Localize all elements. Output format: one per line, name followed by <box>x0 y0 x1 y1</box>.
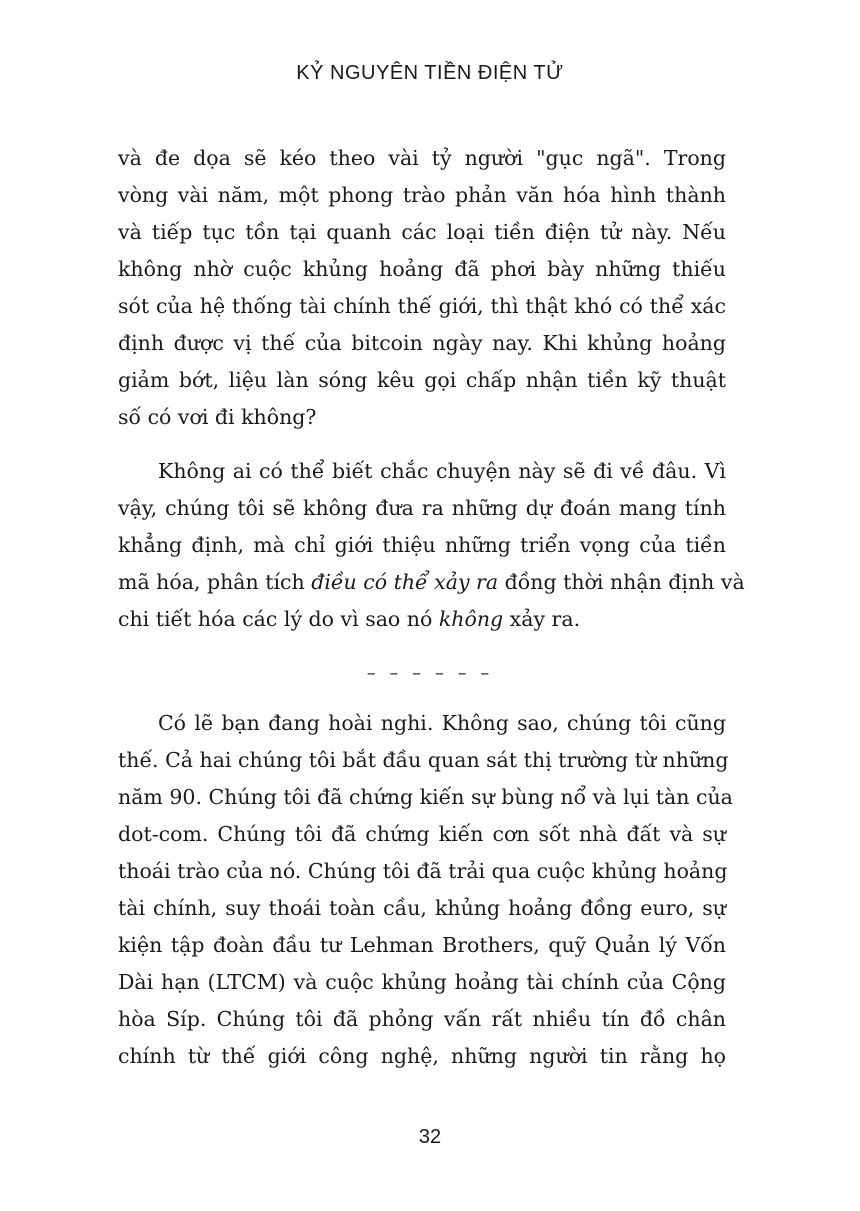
paragraph-3 <box>118 705 733 1075</box>
running-header: KỶ NGUYÊN TIỀN ĐIỆN TỬ <box>296 62 564 84</box>
paragraph-2-line: khẳng định, mà chỉ giới thiệu những triển vọng của tiền <box>118 533 726 557</box>
paragraph-1 <box>118 140 726 436</box>
paragraph-1-line: sót của hệ thống tài chính thế giới, thì thật khó có thể xác <box>118 294 726 318</box>
paragraph-2-emphasis: điều có thể xảy ra <box>311 570 499 594</box>
paragraph-2-text: chi tiết hóa các lý do vì sao nó <box>118 607 439 631</box>
paragraph-2-text: đồng thời nhận định và <box>498 570 745 594</box>
paragraph-2-text: xảy ra. <box>503 607 581 631</box>
paragraph-1-line: và tiếp tục tồn tại quanh các loại tiền điện tử này. Nếu <box>118 220 726 244</box>
section-separator: – – – – – – <box>366 663 494 684</box>
paragraph-3-line: dot-com. Chúng tôi đã chứng kiến cơn sốt nhà đất và sự <box>118 822 726 846</box>
paragraph-3-line: hòa Síp. Chúng tôi đã phỏng vấn rất nhiều tín đồ chân <box>118 1007 726 1031</box>
paragraph-3-line: tài chính, suy thoái toàn cầu, khủng hoảng đồng euro, sự <box>118 896 726 920</box>
paragraph-1-line: giảm bớt, liệu làn sóng kêu gọi chấp nhận tiền kỹ thuật <box>118 368 726 392</box>
paragraph-3-line: Có lẽ bạn đang hoài nghi. Không sao, chúng tôi cũng <box>158 711 726 735</box>
paragraph-3-line: Dài hạn (LTCM) và cuộc khủng hoảng tài chính của Cộng <box>118 970 726 994</box>
paragraph-1-line: không nhờ cuộc khủng hoảng đã phơi bày những thiếu <box>118 257 726 281</box>
paragraph-2-text: mã hóa, phân tích <box>118 570 312 594</box>
paragraph-1-line: số có vơi đi không? <box>118 405 317 429</box>
paragraph-1-line: vòng vài năm, một phong trào phản văn hóa hình thành <box>118 183 726 207</box>
paragraph-3-line: thoái trào của nó. Chúng tôi đã trải qua cuộc khủng hoảng <box>118 859 728 883</box>
paragraph-2-emphasis: không <box>438 607 504 631</box>
paragraph-1-line: định được vị thế của bitcoin ngày nay. Khi khủng hoảng <box>118 331 726 355</box>
paragraph-3-line: kiện tập đoàn đầu tư Lehman Brothers, quỹ Quản lý Vốn <box>118 933 726 957</box>
paragraph-2-line <box>118 601 726 638</box>
paragraph-1-line: và đe dọa sẽ kéo theo vài tỷ người "gục ngã". Trong <box>118 146 726 170</box>
paragraph-3-line: năm 90. Chúng tôi đã chứng kiến sự bùng nổ và lụi tàn của <box>118 785 733 809</box>
page-number: 32 <box>418 1126 442 1148</box>
paragraph-3-line: thế. Cả hai chúng tôi bắt đầu quan sát thị trường từ những <box>118 748 729 772</box>
paragraph-2 <box>118 453 745 638</box>
paragraph-3-line: chính từ thế giới công nghệ, những người tin rằng họ <box>118 1044 726 1068</box>
paragraph-2-line: vậy, chúng tôi sẽ không đưa ra những dự đoán mang tính <box>118 496 726 520</box>
paragraph-2-line: Không ai có thể biết chắc chuyện này sẽ đi về đâu. Vì <box>158 459 726 483</box>
paragraph-2-line <box>118 564 745 601</box>
